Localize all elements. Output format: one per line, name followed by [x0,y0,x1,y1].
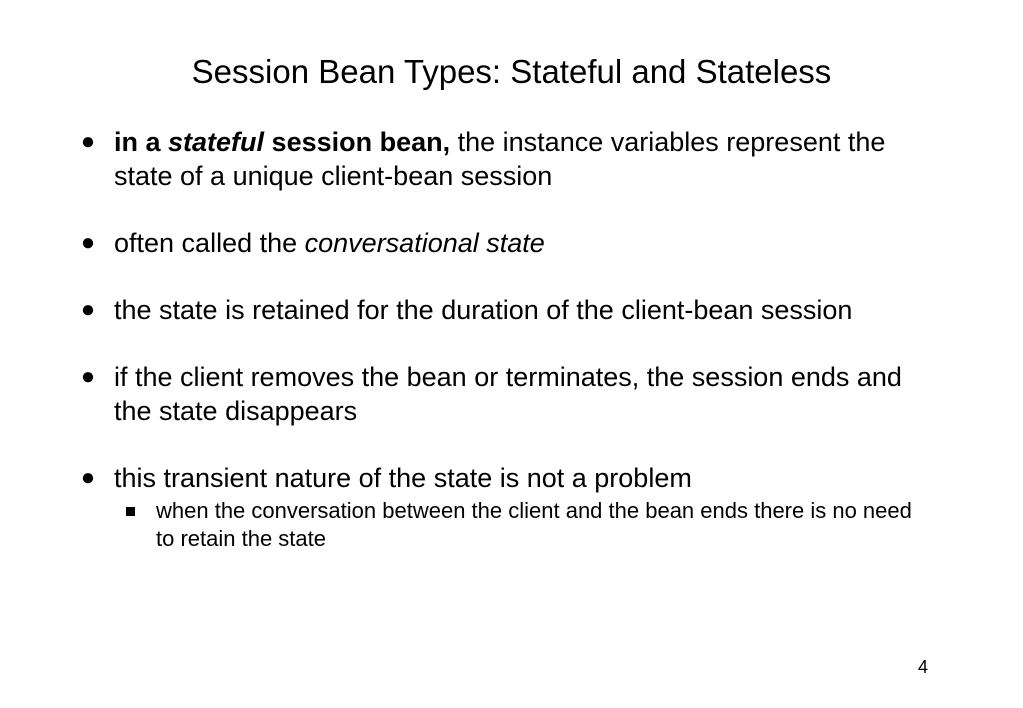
bullet-italic-text: conversational state [304,228,545,258]
bullet-text: the instance variables represent the state of a unique client-bean session [114,127,886,191]
bullet-list [78,125,918,586]
slide-title: Session Bean Types: Stateful and Stateless [191,53,832,90]
bullet-dot-icon: ● [80,229,96,256]
square-bullet-icon [126,507,135,516]
bullet-text: often called the [114,228,305,258]
bullet-text: this transient nature of the state is not a problem [114,463,692,493]
bullet-dot-icon: ● [80,296,96,323]
bullet-bold-text [114,127,450,157]
bullet-bold-prefix: in a [114,127,169,157]
bullet-bold-suffix: session bean, [264,127,451,157]
sub-bullet-item [120,497,926,553]
bullet-dot-icon: ● [80,128,96,155]
bullet-bold-italic-text: stateful [168,127,265,157]
bullet-text: the state is retained for the duration of the client-bean session [114,295,853,325]
page-number: 4 [918,657,929,677]
bullet-item [78,125,918,193]
bullet-text: if the client removes the bean or terminates, the session ends and the state disappears [114,362,902,426]
bullet-item [78,293,918,327]
bullet-dot-icon: ● [80,464,96,491]
bullet-item [78,461,918,553]
bullet-item [78,360,918,428]
sub-bullet-text: when the conversation between the client and the bean ends there is no need to retain the state [156,498,912,551]
bullet-dot-icon: ● [80,363,96,390]
bullet-item [78,226,918,260]
